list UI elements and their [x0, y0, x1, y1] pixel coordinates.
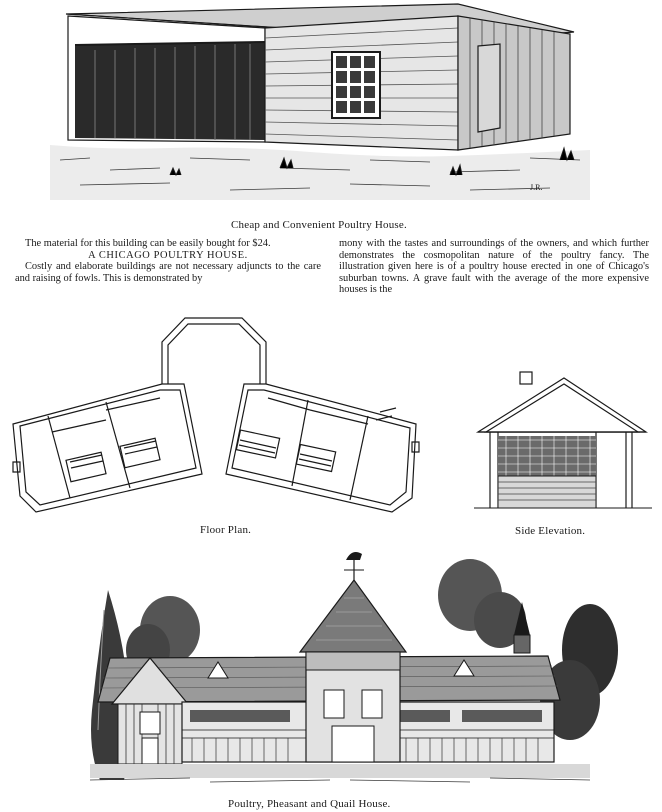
paragraph-intro: Costly and elaborate buildings are not necessary adjuncts to the care and raising of fowls. This is demonstrated by	[15, 261, 321, 284]
pheasant-quail-house-illustration	[70, 540, 630, 795]
article-left-column	[15, 238, 321, 284]
caption-top: Cheap and Convenient Poultry House.	[231, 219, 407, 231]
paragraph-price: The material for this building can be easily bought for $24.	[25, 238, 271, 249]
article-right-column	[339, 238, 649, 296]
floor-plan-drawing	[10, 312, 430, 520]
cheap-poultry-house-illustration	[50, 0, 590, 205]
side-elevation-drawing	[474, 368, 654, 518]
caption-floor-plan: Floor Plan.	[200, 524, 252, 536]
paragraph-continued: mony with the tastes and surroundings of the owners, and which further demonstrates the cosmopolitan nature of the poultry fancy. The illustration given here is of a poultry house erected in one of Chicago's suburban towns. A grave fault with the average of the more expensive houses is the	[339, 238, 649, 296]
engraver-mark: J.R.	[530, 183, 543, 192]
caption-side-elevation: Side Elevation.	[515, 525, 586, 537]
article-heading: A CHICAGO POULTRY HOUSE.	[88, 249, 248, 261]
caption-bottom: Poultry, Pheasant and Quail House.	[228, 798, 391, 810]
